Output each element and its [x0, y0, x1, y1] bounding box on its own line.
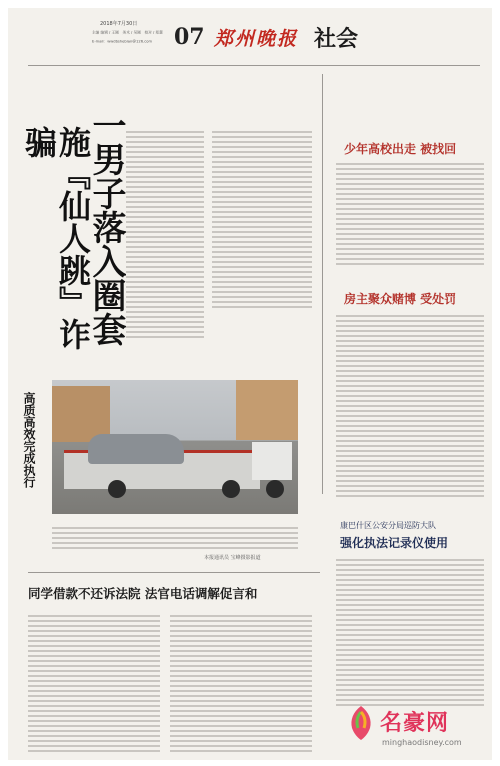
bottom-story [8, 576, 320, 760]
side-headline-2: 房主聚众赌博 受处罚 [344, 292, 457, 306]
header-date: 2018年7月30日 [100, 21, 138, 27]
right-column [326, 68, 492, 760]
bottom-rule [28, 572, 320, 573]
main-body-text [126, 128, 204, 340]
side-body-3 [336, 556, 484, 706]
wheel-1 [108, 480, 126, 498]
bottom-headline: 同学借款不还诉法院 法官电话调解促言和 [28, 586, 258, 601]
truck-cab [252, 442, 292, 480]
photo [52, 380, 298, 514]
car [88, 434, 184, 464]
main-body-text-2 [212, 128, 312, 308]
side-body-2 [336, 312, 484, 498]
column-divider [322, 74, 323, 494]
main-story [8, 68, 320, 366]
bottom-body-col-1 [28, 612, 160, 752]
side-kicker-3: 康巴什区公安分局巡防大队 [340, 521, 436, 530]
main-headline-right: 一男子落入圈套 [86, 108, 126, 346]
header-editor-line: 主编 编辑 / 王刚 美术 / 吴刚 校对 / 郑慧 [92, 30, 163, 35]
main-headline-left: 施『仙人跳』诈骗 [20, 126, 92, 350]
watermark-logo-icon [348, 704, 374, 742]
section-title: 社会 [314, 27, 359, 52]
photo-headline: 高质高效完成执行 [22, 392, 36, 488]
wheel-3 [266, 480, 284, 498]
page-header [8, 8, 492, 66]
header-rule [28, 65, 480, 66]
side-body-1 [336, 160, 484, 266]
building-right [236, 380, 298, 440]
watermark-url: minghaodisney.com [382, 738, 462, 747]
header-email: E-mail：wwdbshebian@126.com [92, 39, 153, 44]
watermark-brand: 名豪网 [380, 711, 450, 736]
page-number: 07 [174, 24, 205, 50]
newspaper-page [8, 8, 492, 760]
side-headline-3: 强化执法记录仪使用 [340, 536, 449, 550]
masthead-logo: 郑州晚报 [214, 28, 299, 50]
photo-caption-text [52, 524, 298, 550]
photo-story [8, 372, 320, 568]
photo-credit: 本报通讯员 宝峰摄影报道 [204, 555, 261, 561]
side-headline-1: 少年高校出走 被找回 [344, 142, 457, 156]
bottom-body-col-2 [170, 612, 312, 752]
wheel-2 [222, 480, 240, 498]
watermark [344, 702, 492, 760]
